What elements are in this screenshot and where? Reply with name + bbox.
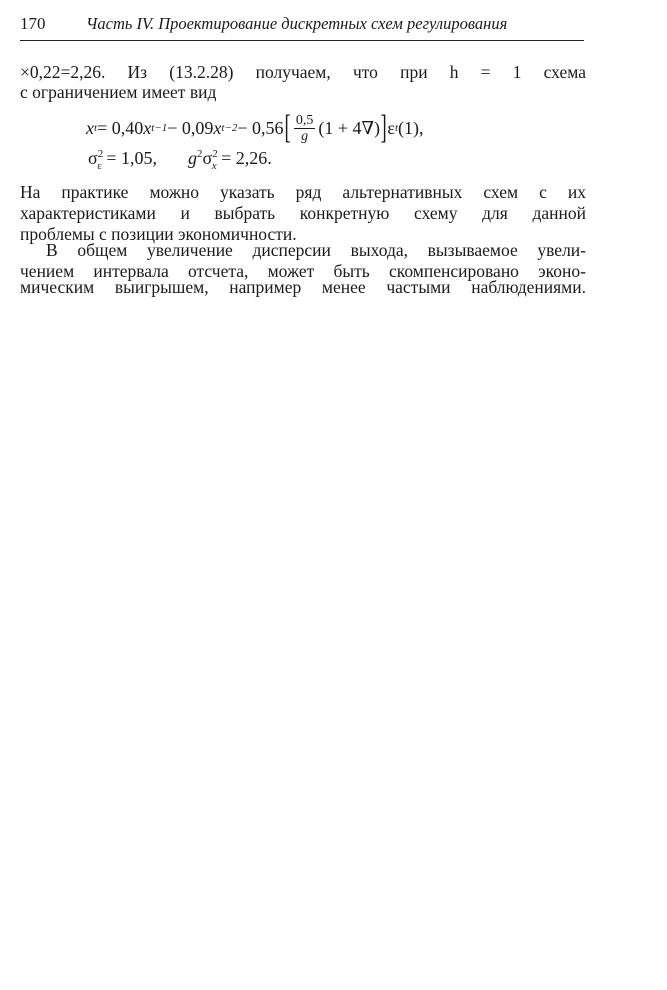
- eq-term: − 0,09: [167, 117, 214, 138]
- eq-symbol: g: [187, 148, 197, 168]
- eq-term: (1),: [398, 117, 424, 138]
- eq-term: = 2,26.: [221, 148, 272, 168]
- page-number: 170: [20, 14, 46, 33]
- eq-symbol: ε: [387, 117, 395, 138]
- eq-symbol: σ: [88, 148, 98, 168]
- paragraph-line: В общем увеличение дисперсии выхода, вызываемое увели-: [46, 240, 586, 260]
- eq-symbol: x: [86, 117, 94, 138]
- eq-term: = 0,40: [97, 117, 144, 138]
- fraction-numerator: 0,5: [295, 112, 314, 128]
- paragraph-line: мическим выигрышем, например менее частыми наблюдениями.: [20, 277, 586, 297]
- eq-subscript: ε: [97, 159, 102, 172]
- eq-subscript: t−1: [151, 122, 168, 134]
- fraction-denominator: g: [301, 128, 309, 144]
- eq-superscript: 2: [97, 148, 104, 160]
- eq-symbol: σ: [202, 148, 213, 168]
- paragraph-line: чением интервала отсчета, может быть скомпенсировано эконо-: [20, 261, 586, 281]
- eq-subscript: t−2: [221, 122, 238, 134]
- eq-superscript: 2: [196, 148, 203, 160]
- eq-symbol: x: [143, 117, 152, 138]
- eq-term: − 0,56: [237, 117, 284, 138]
- text-line: с ограничением имеет вид: [20, 82, 217, 102]
- running-title: Часть IV. Проектирование дискретных схем регулирования: [86, 14, 508, 33]
- right-bracket: ]: [380, 109, 387, 146]
- fraction: [294, 113, 316, 144]
- paragraph-line: характеристиками и выбрать конкретную схему для данной: [20, 203, 586, 223]
- page-header: [20, 12, 584, 41]
- eq-symbol: x: [213, 117, 222, 138]
- paragraph-line: проблемы с позиции экономичности.: [20, 224, 297, 244]
- text-line: ×0,22=2,26. Из (13.2.28) получаем, что при h = 1 схема: [20, 62, 586, 82]
- eq-subscript: t: [94, 122, 98, 134]
- equation-variances: [88, 148, 272, 174]
- eq-subscript: x: [211, 159, 217, 172]
- left-bracket: [: [284, 109, 291, 146]
- paragraph-line: На практике можно указать ряд альтернативных схем с их: [20, 182, 586, 202]
- equation-scheme: [86, 104, 424, 152]
- eq-subscript: t: [394, 122, 398, 134]
- eq-superscript: 2: [212, 148, 218, 160]
- eq-term: (1 + 4∇): [318, 117, 381, 138]
- eq-term: = 1,05,: [106, 148, 157, 168]
